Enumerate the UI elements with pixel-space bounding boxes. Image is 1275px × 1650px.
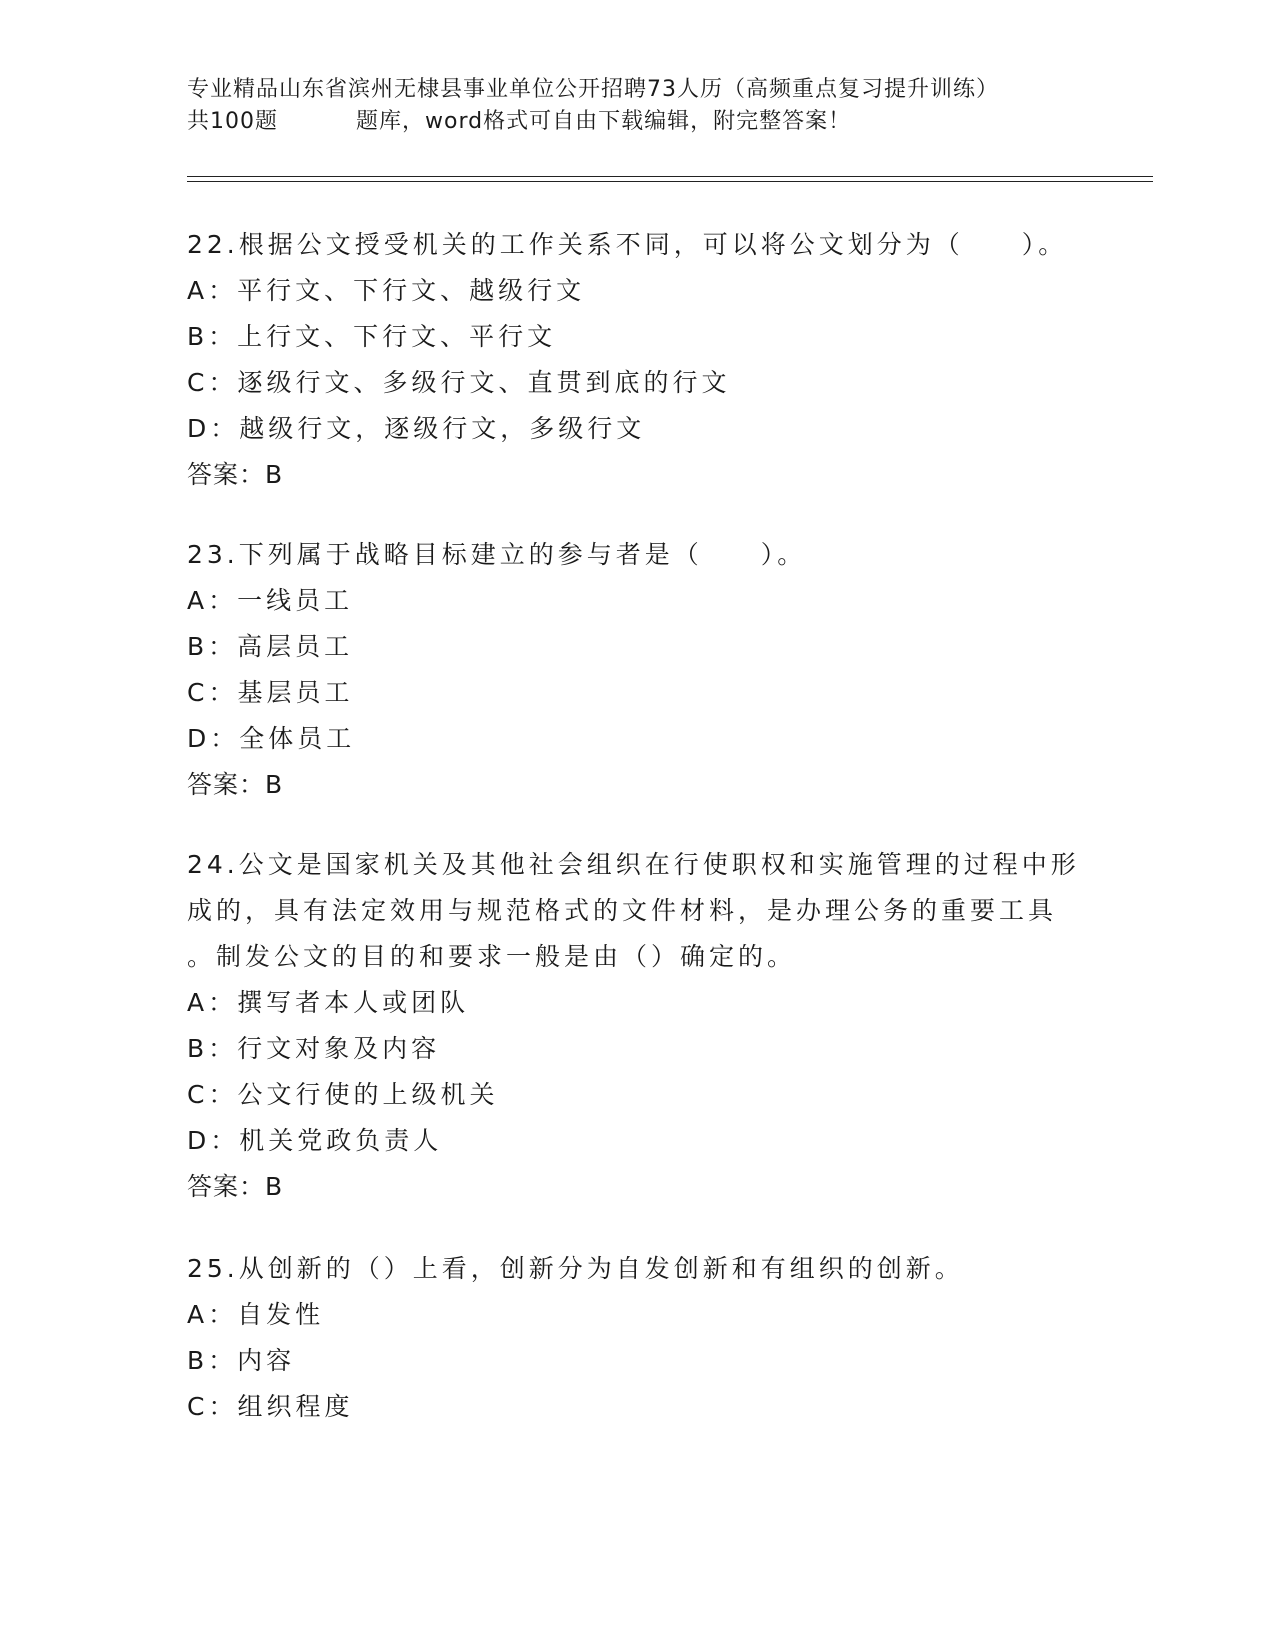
question-24 (187, 842, 1087, 1210)
question-stem-line-2: 成的，具有法定效用与规范格式的文件材料，是办理公务的重要工具 (187, 896, 1058, 925)
option-c: C：基层员工 (187, 678, 354, 707)
header-subtitle-line (187, 106, 1087, 138)
option-d: D：全体员工 (187, 724, 356, 753)
document-header (187, 74, 1087, 138)
option-a: A：平行文、下行文、越级行文 (187, 276, 586, 305)
header-divider-top (187, 176, 1153, 177)
option-d: D：机关党政负责人 (187, 1126, 443, 1155)
option-a: A：一线员工 (187, 586, 354, 615)
option-b: B：上行文、下行文、平行文 (187, 322, 557, 351)
option-c: C：逐级行文、多级行文、直贯到底的行文 (187, 368, 731, 397)
option-b: B：内容 (187, 1346, 296, 1375)
option-d: D：越级行文，逐级行文，多级行文 (187, 414, 646, 443)
option-c: C：组织程度 (187, 1392, 354, 1421)
option-c: C：公文行使的上级机关 (187, 1080, 499, 1109)
question-stem: 22.根据公文授受机关的工作关系不同，可以将公文划分为（ ）。 (187, 230, 1068, 259)
header-divider-bottom (187, 181, 1153, 182)
option-a: A：自发性 (187, 1300, 325, 1329)
question-22 (187, 222, 1087, 498)
header-question-count: 共100题 (187, 109, 278, 134)
question-25 (187, 1246, 1087, 1430)
option-b: B：行文对象及内容 (187, 1034, 441, 1063)
question-stem-line-3: 。制发公文的目的和要求一般是由（）确定的。 (187, 942, 797, 971)
answer-line: 答案：B (187, 770, 284, 799)
header-title-line: 专业精品山东省滨州无棣县事业单位公开招聘73人历（高频重点复习提升训练） (187, 77, 999, 102)
answer-line: 答案：B (187, 460, 284, 489)
option-b: B：高层员工 (187, 632, 354, 661)
question-stem: 23.下列属于战略目标建立的参与者是（ ）。 (187, 540, 807, 569)
question-23 (187, 532, 1087, 808)
option-a: A：撰写者本人或团队 (187, 988, 470, 1017)
header-format-note: 题库，word格式可自由下载编辑，附完整答案！ (356, 109, 852, 134)
question-stem-line-1: 24.公文是国家机关及其他社会组织在行使职权和实施管理的过程中形 (187, 850, 1080, 879)
question-stem: 25.从创新的（）上看，创新分为自发创新和有组织的创新。 (187, 1254, 964, 1283)
answer-line: 答案：B (187, 1172, 284, 1201)
